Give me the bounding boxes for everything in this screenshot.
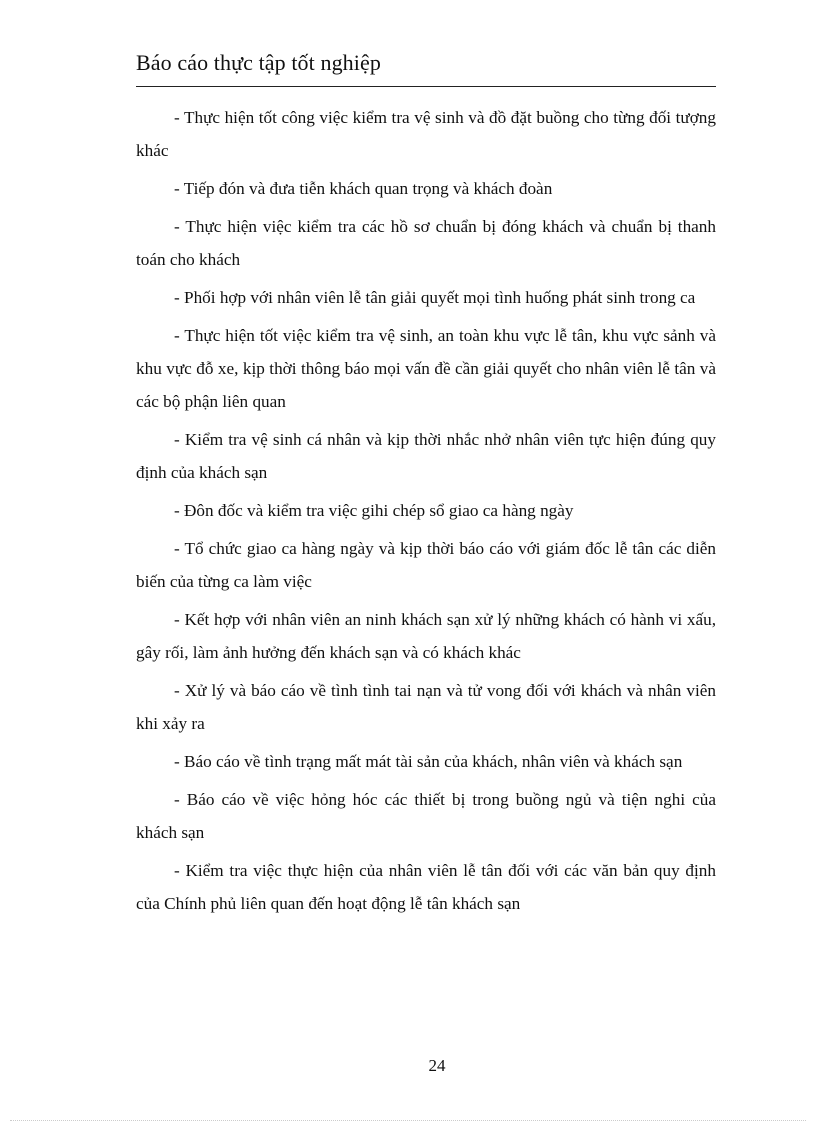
header-title: Báo cáo thực tập tốt nghiệp xyxy=(136,50,381,75)
paragraph: - Tổ chức giao ca hàng ngày và kịp thời báo cáo với giám đốc lễ tân các diễn biến của từng ca làm việc xyxy=(136,539,716,591)
page-bottom-divider xyxy=(10,1120,806,1121)
paragraph: - Đôn đốc và kiểm tra việc gihi chép sổ giao ca hàng ngày xyxy=(174,501,574,520)
paragraph: - Kiểm tra vệ sinh cá nhân và kịp thời nhắc nhở nhân viên tực hiện đúng quy định của khách sạn xyxy=(136,430,716,482)
paragraph: - Kiểm tra việc thực hiện của nhân viên lễ tân đối với các văn bản quy định của Chính phủ liên quan đến hoạt động lễ tân khách sạn xyxy=(136,861,716,913)
paragraph: - Kết hợp với nhân viên an ninh khách sạn xử lý những khách có hành vi xấu, gây rối, làm ảnh hưởng đến khách sạn và có khách khác xyxy=(136,610,716,662)
paragraph: - Báo cáo về việc hỏng hóc các thiết bị trong buồng ngủ và tiện nghi của khách sạn xyxy=(136,790,716,842)
paragraph: - Phối hợp với nhân viên lễ tân giải quyết mọi tình huống phát sinh trong ca xyxy=(174,288,696,307)
paragraph: - Thực hiện tốt công việc kiểm tra vệ sinh và đồ đặt buồng cho từng đối tượng khác xyxy=(136,108,716,160)
paragraph: - Tiếp đón và đưa tiễn khách quan trọng và khách đoàn xyxy=(174,179,553,198)
paragraph: - Thực hiện việc kiểm tra các hồ sơ chuẩn bị đóng khách và chuẩn bị thanh toán cho khách xyxy=(136,217,716,269)
body-text xyxy=(136,101,716,925)
page-number: 24 xyxy=(428,1056,446,1075)
paragraph: - Thực hiện tốt việc kiểm tra vệ sinh, an toàn khu vực lễ tân, khu vực sảnh và khu vực đỗ xe, kịp thời thông báo mọi vấn đề cần giải quyết cho nhân viên lễ tân và các bộ phận liên quan xyxy=(136,326,716,411)
paragraph: - Xử lý và báo cáo về tình tình tai nạn và tử vong đối với khách và nhân viên khi xảy ra xyxy=(136,681,716,733)
paragraph: - Báo cáo về tình trạng mất mát tài sản của khách, nhân viên và khách sạn xyxy=(174,752,683,771)
page-header xyxy=(136,46,716,87)
